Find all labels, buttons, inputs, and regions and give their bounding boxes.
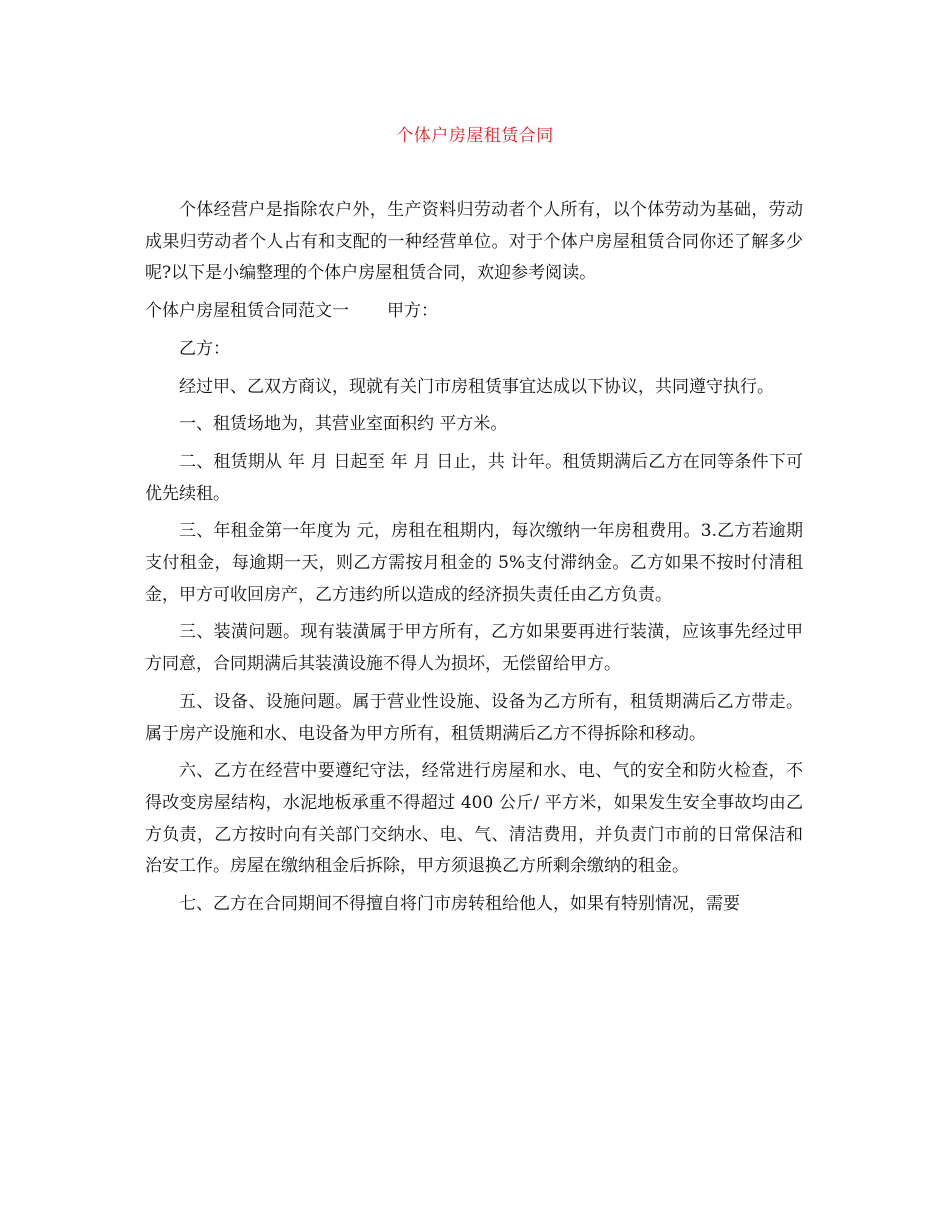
- document-title: 个体户房屋租赁合同: [396, 126, 554, 146]
- document-body: [145, 195, 803, 927]
- paragraph-agreement: 经过甲、乙双方商议，现就有关门市房租赁事宜达成以下协议，共同遵守执行。: [179, 376, 774, 397]
- paragraph-clause-1: 一、租赁场地为，其营业室面积约 平方米。: [179, 414, 508, 435]
- sample-heading: 个体户房屋租赁合同范文一: [145, 301, 349, 322]
- paragraph-clause-7: 七、乙方在合同期间不得擅自将门市房转租给他人，如果有特别情况，需要: [179, 894, 740, 915]
- paragraph-clause-5: 五、设备、设施问题。属于营业性设施、设备为乙方所有，租赁期满后乙方带走。属于房产设施和水、电设备为甲方所有，租赁期满后乙方不得拆除和移动。: [145, 691, 803, 744]
- sample-heading-line: [145, 296, 803, 328]
- party-b-label: 乙方：: [179, 338, 230, 359]
- intro-paragraph: 个体经营户是指除农户外，生产资料归劳动者个人所有，以个体劳动为基础，劳动成果归劳动者个人占有和支配的一种经营单位。对于个体户房屋租赁合同你还了解多少呢?以下是小编整理的个体户房屋租赁合同，欢迎参考阅读。: [145, 200, 803, 284]
- party-a-label: 甲方：: [387, 301, 438, 322]
- paragraph-clause-3-rent: 三、年租金第一年度为 元，房租在租期内，每次缴纳一年房租费用。3.乙方若逾期支付租金，每逾期一天，则乙方需按月租金的 5%支付滞纳金。乙方如果不按时付清租金，甲方可收回房产，乙方违约所以造成的经济损失责任由乙方负责。: [145, 521, 803, 605]
- paragraph-clause-2: 二、租赁期从 年 月 日起至 年 月 日止，共 计年。租赁期满后乙方在同等条件下可优先续租。: [145, 451, 803, 504]
- paragraph-clause-6: 六、乙方在经营中要遵纪守法，经常进行房屋和水、电、气的安全和防火检查，不得改变房屋结构，水泥地板承重不得超过 400 公斤/ 平方米，如果发生安全事故均由乙方负责，乙方按时向有关部门交纳水、电、气、清洁费用，并负责门市前的日常保洁和治安工作。房屋在缴纳租金后拆除，甲方须退换乙方所剩余缴纳的租金。: [145, 761, 803, 877]
- paragraph-clause-3-decoration: 三、装潢问题。现有装潢属于甲方所有，乙方如果要再进行装潢，应该事先经过甲方同意，合同期满后其装潢设施不得人为损坏，无偿留给甲方。: [145, 622, 803, 675]
